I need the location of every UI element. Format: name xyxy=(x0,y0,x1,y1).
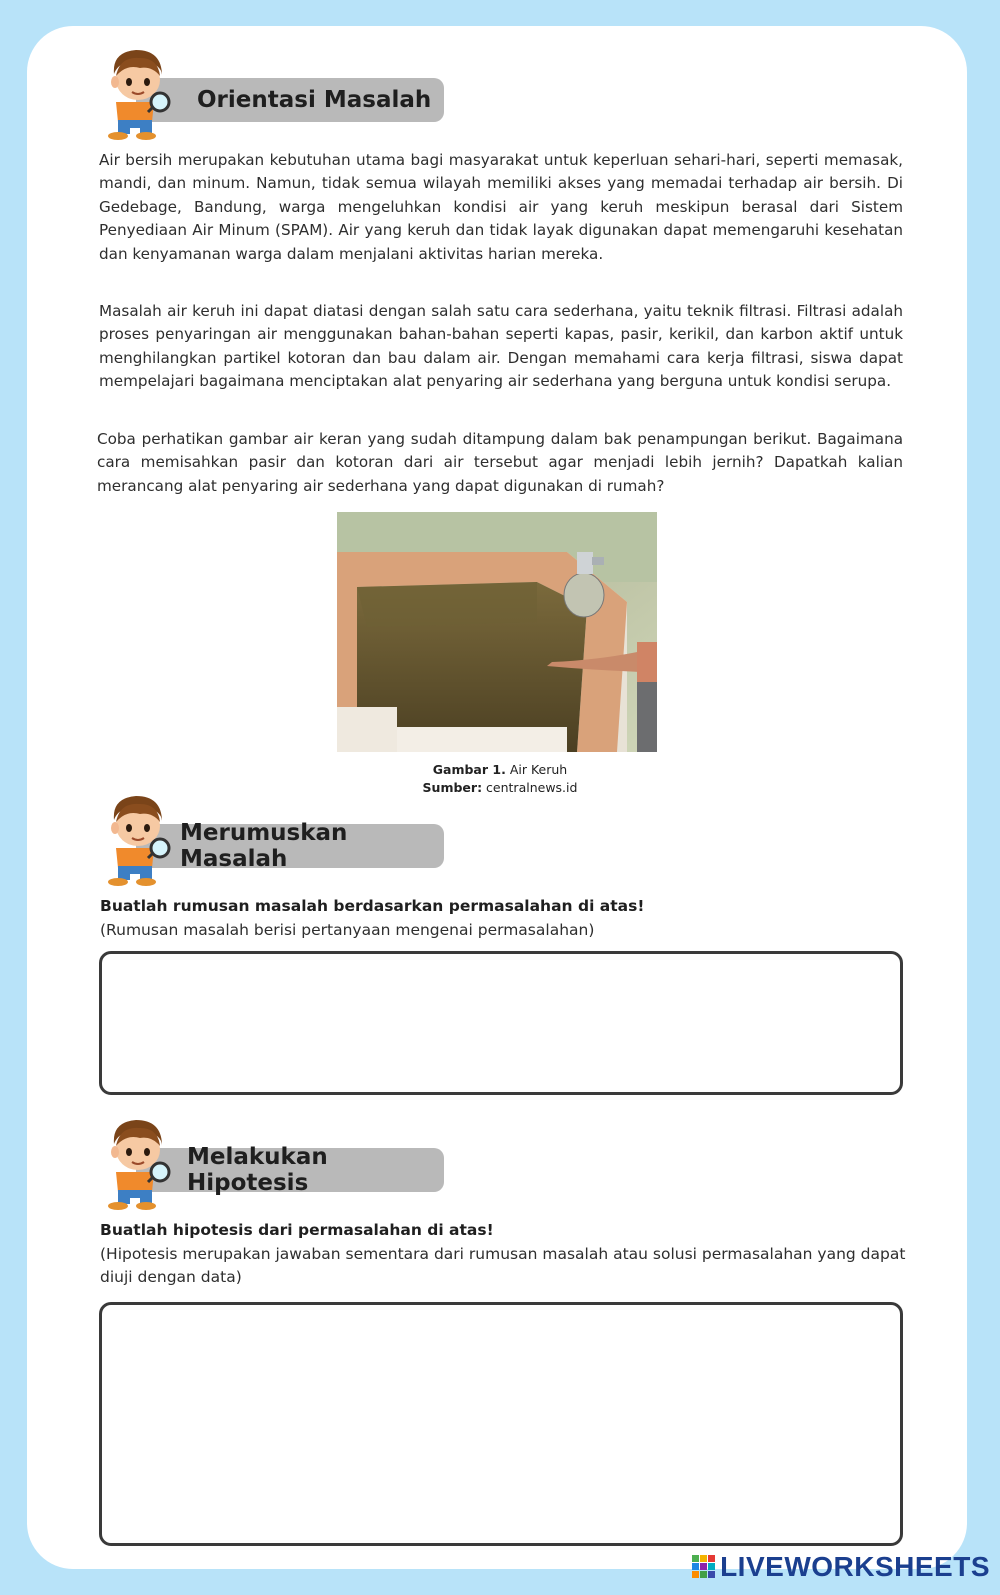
section-title: Melakukan Hipotesis xyxy=(187,1144,328,1196)
rumusan-masalah-answer-input[interactable] xyxy=(99,951,903,1095)
merumuskan-hint: (Rumusan masalah berisi pertanyaan mengenai permasalahan) xyxy=(100,920,595,939)
boy-magnifier-icon xyxy=(96,46,178,141)
liveworksheets-wordmark: LIVEWORKSHEETS xyxy=(720,1551,990,1582)
boy-magnifier-icon xyxy=(96,1116,178,1211)
section-header-merumuskan xyxy=(96,792,451,887)
figure-source-label: Sumber: xyxy=(422,780,483,795)
section-title: Merumuskan Masalah xyxy=(180,820,348,872)
boy-magnifier-icon xyxy=(96,792,178,887)
merumuskan-instruction: Buatlah rumusan masalah berdasarkan permasalahan di atas! xyxy=(100,897,645,915)
section-title-pill xyxy=(136,78,444,122)
section-title-pill xyxy=(136,1144,444,1196)
figure-caption xyxy=(300,762,700,777)
section-header-hipotesis xyxy=(96,1116,451,1211)
section-title: Orientasi Masalah xyxy=(197,87,432,113)
figure-source-text: centralnews.id xyxy=(486,780,578,795)
hipotesis-prompt xyxy=(100,1219,910,1290)
orientasi-paragraph-3: Coba perhatikan gambar air keran yang sudah ditampung dalam bak penampungan berikut. Bagaimana cara memisahkan pasir dan kotoran dari air tersebut agar menjadi lebih jernih? Dapatkah kalian merancang alat penyaring air sederhana yang dapat digunakan di rumah? xyxy=(97,430,903,495)
murky-water-tank-photo xyxy=(337,512,657,752)
liveworksheets-logo xyxy=(692,1551,990,1583)
hipotesis-answer-input[interactable] xyxy=(99,1302,903,1546)
merumuskan-prompt xyxy=(100,895,910,942)
orientasi-paragraph-1: Air bersih merupakan kebutuhan utama bagi masyarakat untuk keperluan sehari-hari, seperti memasak, mandi, dan minum. Namun, tidak semua wilayah memiliki akses yang memadai terhadap air bersih. Di Gedebage, Bandung, warga mengeluhkan kondisi air yang keruh meskipun berasal dari Sistem Penyediaan Air Minum (SPAM). Air yang keruh dan tidak layak digunakan dapat memengaruhi kesehatan dan kenyamanan warga dalam menjalani aktivitas harian mereka. xyxy=(99,151,903,263)
figure-title: Air Keruh xyxy=(509,762,568,777)
figure-label: Gambar 1. xyxy=(432,762,506,777)
section-title-pill xyxy=(136,820,444,872)
liveworksheets-blocks-icon xyxy=(692,1555,716,1579)
hipotesis-instruction: Buatlah hipotesis dari permasalahan di atas! xyxy=(100,1221,494,1239)
orientasi-paragraph-2: Masalah air keruh ini dapat diatasi dengan salah satu cara sederhana, yaitu teknik filtrasi. Filtrasi adalah proses penyaringan air menggunakan bahan-bahan seperti kapas, pasir, kerikil, dan karbon aktif untuk menghilangkan partikel kotoran dan bau dalam air. Dengan memahami cara kerja filtrasi, siswa dapat mempelajari bagaimana menciptakan alat penyaring air sederhana yang berguna untuk kondisi serupa. xyxy=(99,302,903,391)
section-header-orientasi xyxy=(96,46,451,141)
hipotesis-hint: (Hipotesis merupakan jawaban sementara dari rumusan masalah atau solusi permasalahan yang dapat diuji dengan data) xyxy=(100,1244,906,1286)
